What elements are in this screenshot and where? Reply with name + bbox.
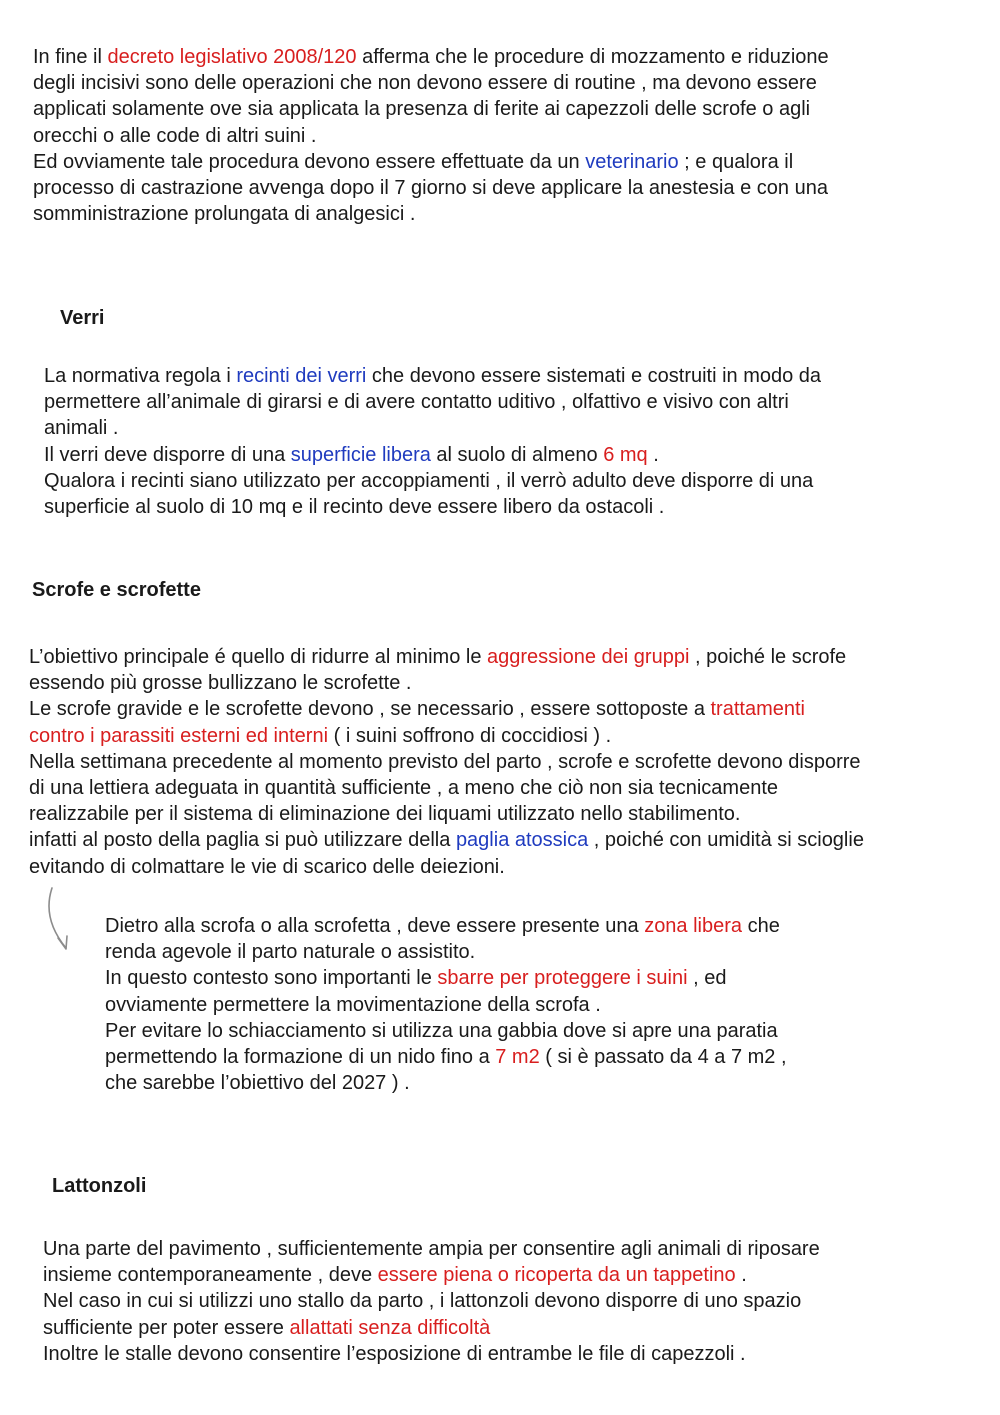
text-line: ovviamente permettere la movimentazione della scrofa . <box>105 993 601 1016</box>
intro-paragraph <box>33 44 829 227</box>
text-line <box>44 442 821 468</box>
text-line: degli incisivi sono delle operazioni che non devono essere di routine , ma devono essere <box>33 72 817 95</box>
text-line: realizzabile per il sistema di eliminazione dei liquami utilizzato nello stabilimento. <box>29 803 741 826</box>
text-span: In questo contesto sono importanti le <box>105 967 438 990</box>
text-span: al suolo di almeno <box>430 443 604 466</box>
heading-scrofe: Scrofe e scrofette <box>32 579 201 601</box>
text-line: Inoltre le stalle devono consentire l’esposizione di entrambe le file di capezzoli . <box>43 1342 746 1365</box>
text-line <box>44 363 821 389</box>
text-line: essendo più grosse bullizzano le scrofette . <box>29 672 412 695</box>
highlight-red: decreto legislativo 2008/120 <box>107 46 357 68</box>
text-line: Nella settimana precedente al momento previsto del parto , scrofe e scrofette devono disporre <box>29 750 861 773</box>
text-span: Le scrofe gravide e le scrofette devono , se necessario , essere sottoposte a <box>29 698 711 721</box>
text-line: Per evitare lo schiacciamento si utilizza una gabbia dove si apre una paratia <box>105 1019 778 1042</box>
text-line <box>33 44 829 70</box>
text-span: . <box>735 1264 747 1287</box>
text-line: Nel caso in cui si utilizzi uno stallo da parto , i lattonzoli devono disporre di uno spazio <box>43 1290 802 1313</box>
text-span: , ed <box>687 967 727 990</box>
text-line <box>105 965 787 991</box>
text-span: insieme contemporaneamente , deve <box>43 1264 378 1287</box>
text-line <box>29 827 864 853</box>
text-line <box>29 723 864 749</box>
verri-paragraph <box>44 363 821 520</box>
text-line <box>29 696 864 722</box>
text-line: permettere all’animale di girarsi e di avere contatto uditivo , olfattivo e visivo con altri <box>44 391 789 414</box>
text-span: afferma che le procedure di mozzamento e riduzione <box>356 46 829 68</box>
text-span: In fine il <box>33 46 108 68</box>
heading-lattonzoli: Lattonzoli <box>52 1175 147 1197</box>
text-line: superficie al suolo di 10 mq e il recinto deve essere libero da ostacoli . <box>44 495 665 518</box>
text-span: sufficiente per poter essere <box>43 1316 290 1339</box>
text-span: , poiché le scrofe <box>689 646 847 668</box>
highlight-blue: paglia atossica <box>455 829 589 852</box>
highlight-red: trattamenti <box>710 698 805 721</box>
highlight-blue: recinti dei verri <box>236 365 367 387</box>
text-span: Dietro alla scrofa o alla scrofetta , deve essere presente una <box>105 915 645 937</box>
text-line <box>105 913 787 939</box>
highlight-blue: veterinario <box>585 150 679 173</box>
highlight-red: zona libera <box>644 915 743 937</box>
text-line: di una lettiera adeguata in quantità sufficiente , a meno che ciò non sia tecnicamente <box>29 776 779 799</box>
highlight-red: aggressione dei gruppi <box>487 646 690 668</box>
highlight-red: 6 mq <box>603 443 648 466</box>
text-span: permettendo la formazione di un nido fino a <box>105 1045 496 1068</box>
text-span: che <box>742 915 780 937</box>
text-span: che devono essere sistemati e costruiti in modo da <box>366 365 822 387</box>
text-line: che sarebbe l’obiettivo del 2027 ) . <box>105 1072 410 1095</box>
highlight-red: 7 m2 <box>495 1045 540 1068</box>
text-span: Ed ovviamente tale procedura devono essere effettuate da un <box>33 150 586 173</box>
text-span: infatti al posto della paglia si può utilizzare della <box>29 829 456 852</box>
text-line <box>105 1044 787 1070</box>
text-span: La normativa regola i <box>44 365 237 387</box>
text-line: Qualora i recinti siano utilizzato per accoppiamenti , il verrò adulto deve disporre di una <box>44 469 814 492</box>
text-line <box>29 644 864 670</box>
text-line <box>43 1315 820 1341</box>
lattonzoli-paragraph <box>43 1236 820 1367</box>
text-span: Il verri deve disporre di una <box>44 443 291 466</box>
text-line: renda agevole il parto naturale o assistito. <box>105 941 476 964</box>
highlight-red: allattati senza difficoltà <box>289 1316 491 1339</box>
text-span: ( si è passato da 4 a 7 m2 , <box>539 1045 787 1068</box>
scrofe-paragraph <box>29 644 864 880</box>
text-line: processo di castrazione avvenga dopo il 7 giorno si deve applicare la anestesia e con una <box>33 176 828 199</box>
parto-paragraph <box>105 913 787 1096</box>
text-span: ; e qualora il <box>678 150 794 173</box>
text-line: animali . <box>44 417 119 440</box>
text-span: . <box>647 443 659 466</box>
text-line: Una parte del pavimento , sufficientemente ampia per consentire agli animali di riposare <box>43 1238 820 1260</box>
text-line <box>33 149 829 175</box>
text-line: evitando di colmattare le vie di scarico delle deiezioni. <box>29 855 505 878</box>
highlight-red: contro i parassiti esterni ed interni <box>29 724 329 747</box>
highlight-blue: superficie libera <box>290 443 431 466</box>
text-line <box>43 1262 820 1288</box>
heading-verri: Verri <box>60 307 105 329</box>
text-line: orecchi o alle code di altri suini . <box>33 124 317 147</box>
text-line: applicati solamente ove sia applicata la presenza di ferite ai capezzoli delle scrofe o agli <box>33 98 811 121</box>
highlight-red: sbarre per proteggere i suini <box>437 967 688 990</box>
highlight-red: essere piena o ricoperta da un tappetino <box>377 1264 736 1287</box>
text-line: somministrazione prolungata di analgesici . <box>33 203 416 226</box>
text-span: ( i suini soffrono di coccidiosi ) . <box>328 724 612 747</box>
text-span: L’obiettivo principale é quello di ridurre al minimo le <box>29 646 488 668</box>
curved-arrow-icon <box>44 886 74 956</box>
text-span: , poiché con umidità si scioglie <box>588 829 864 852</box>
